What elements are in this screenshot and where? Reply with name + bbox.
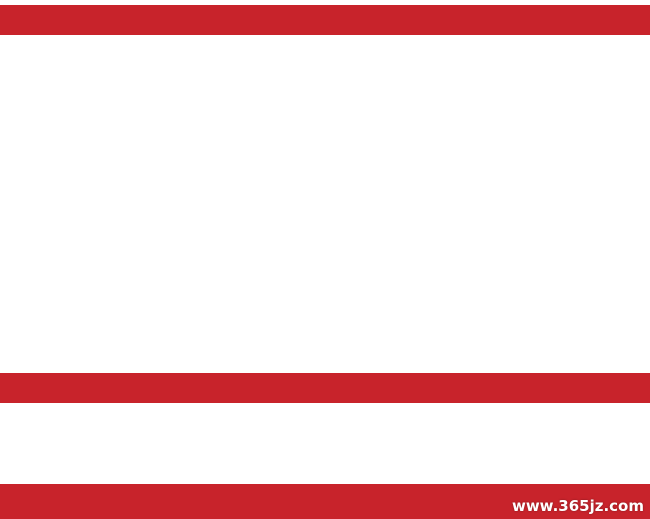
section-header-stock-stats <box>0 373 650 403</box>
section-header-presale-stats <box>0 5 650 35</box>
watermark-logo: www.365jz.com <box>511 497 644 515</box>
